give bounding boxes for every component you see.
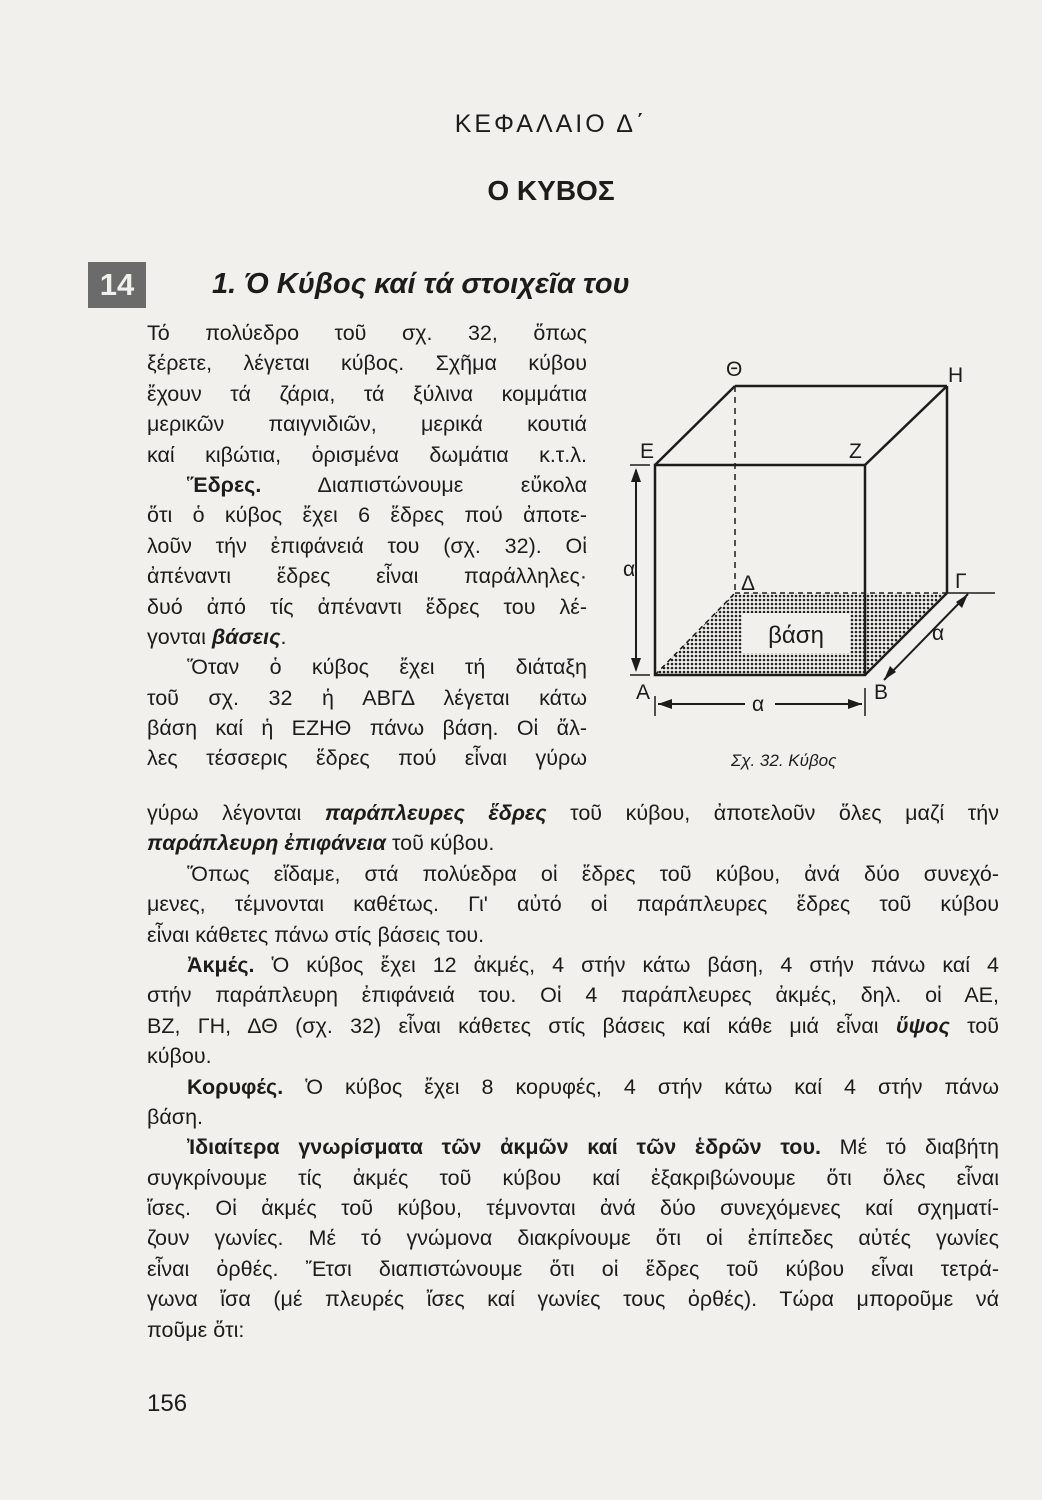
emphasis-text: παράπλευρες ἕδρες [324,801,547,825]
section-title: 1. Ό Κύβος καί τά στοιχεῖα του [212,268,630,300]
text-line [147,470,587,500]
base-label: βάση [768,622,824,649]
text-line [147,1132,999,1162]
text-line: βάση. [147,1104,203,1129]
text-line: ξέρετε, λέγεται κύβος. Σχῆμα κύβου [147,351,587,376]
text-line: ὅτι ὁ κύβος ἔχει 6 ἕδρες πού ἀποτε- [147,503,587,528]
vertex-label-TH: Θ [726,358,743,381]
edge-label-left: α [623,558,636,581]
text-line: εἶναι ὀρθές. Ἔτσι διαπιστώνουμε ὅτι οἱ ἕδρες τοῦ κύβου εἶναι τετρά- [147,1256,999,1281]
text-line: συγκρίνουμε τίς ἀκμές τοῦ κύβου καί ἐξακριβώνουμε ὅτι ὅλες εἶναι [147,1165,999,1190]
vertex-label-G: Γ [955,570,967,593]
text-full-width [147,798,999,1345]
edge-ZH [865,386,947,465]
text-line: στήν παράπλευρη ἐπιφάνειά του. Οἱ 4 παράπλευρες ἀκμές, δηλ. οἱ ΑΕ, [147,983,999,1008]
vertex-label-D: Δ [741,572,756,595]
section-number-badge: 14 [88,262,146,308]
text-line: τοῦ σχ. 32 ἡ ΑΒΓΔ λέγεται κάτω [147,685,587,710]
text-line: Ὅπως εἴδαμε, στά πολύεδρα οἱ ἕδρες τοῦ κύβου, ἀνά δύο συνεχό- [187,861,999,886]
text-line: μενες, τέμνονται καθέτως. Γι' αὐτό οἱ παράπλευρες ἕδρες τοῦ κύβου [147,892,999,917]
emphasis-text: βάσεις [211,624,281,649]
text-line: βάση καί ἡ ΕΖΗΘ πάνω βάση. Οἱ ἄλ- [147,716,587,741]
text-span: γύρω λέγονται [147,801,325,825]
text-span: γονται [147,624,212,649]
text-line: δυό ἀπό τίς ἀπέναντι ἕδρες του λέ- [147,594,587,619]
text-line: καί κιβώτια, ὁρισμένα δωμάτια κ.τ.λ. [147,442,587,467]
text-line: Ὅταν ὁ κύβος ἔχει τή διάταξη [187,655,587,680]
edge-EH-back [655,386,735,465]
figure-caption: Σχ. 32. Κύβος [731,751,837,770]
text-line: Τό πολύεδρο τοῦ σχ. 32, ὅπως [147,321,587,345]
text-line [147,798,999,828]
text-line: λες τέσσερις ἕδρες πού εἶναι γύρω [147,746,587,771]
text-line: γωνα ἴσα (μέ πλευρές ἴσες καί γωνίες τους ὀρθές). Τώρα μποροῦμε νά [147,1287,999,1312]
text-line: ζουν γωνίες. Μέ τό γνώμονα διακρίνουμε ὅτι οἱ ἐπίπεδες αὐτές γωνίες [147,1226,999,1251]
text-span: Ὁ κύβος ἔχει 8 κορυφές, 4 στήν κάτω καί 4 στήν πάνω [283,1074,999,1099]
text-span: Μέ τό διαβήτη [820,1135,999,1160]
page-number: 156 [147,1390,188,1417]
emphasis-text: Ἰδιαίτερα γνωρίσματα τῶν ἀκμῶν καί τῶν ἑδρῶν του. [187,1135,821,1160]
vertex-label-B: Β [874,681,889,704]
text-span: τοῦ κύβου, ἀποτελοῦν ὅλες μαζί τήν [546,801,999,825]
text-line [147,828,999,858]
chapter-heading: ΚΕΦΑΛΑΙΟ Δ΄ [454,110,648,138]
vertex-label-A: Α [636,681,651,704]
emphasis-text: Κορυφές. [187,1074,284,1099]
text-line: ἀπέναντι ἕδρες εἶναι παράλληλες· [147,564,587,589]
text-span: . [280,624,287,649]
text-line [147,622,587,652]
cube-figure [610,358,1010,788]
text-span: ΒΖ, ΓΗ, ΔΘ (σχ. 32) εἶναι κάθετες στίς βάσεις καί κάθε μιά εἶναι [147,1013,896,1038]
text-line: κύβου. [147,1044,212,1069]
emphasis-text: Ἕδρες. [187,472,262,497]
text-line: ποῦμε ὅτι: [147,1317,245,1342]
text-line [147,1011,999,1041]
vertex-label-E: Ε [640,440,655,463]
emphasis-text: παράπλευρη ἐπιφάνεια [147,831,386,856]
text-line: ἔχουν τά ζάρια, τά ξύλινα κομμάτια [147,381,587,406]
edge-label-right: α [932,622,945,645]
edge-label-bottom: α [752,693,765,716]
text-line: μερικῶν παιγνιδιῶν, μερικά κουτιά [147,412,587,437]
emphasis-text: Ἀκμές. [187,952,255,977]
text-line: ἴσες. Οἱ ἀκμές τοῦ κύβου, τέμνονται ἀνά δύο συνεχόμενες καί σχηματί- [147,1196,999,1221]
text-line: εἶναι κάθετες πάνω στίς βάσεις του. [147,922,485,947]
vertex-label-Z: Ζ [849,440,862,463]
text-column [147,318,587,774]
page-title: Ο ΚΥΒΟΣ [487,175,615,206]
emphasis-text: ὕψος [895,1013,950,1038]
text-span: Ὁ κύβος ἔχει 12 ἀκμές, 4 στήν κάτω βάση, 4 στήν πάνω καί 4 [254,952,999,977]
text-line [147,950,999,980]
vertex-label-H: Η [948,364,964,387]
text-line [147,1072,999,1102]
text-line: λοῦν τήν ἐπιφάνειά του (σχ. 32). Οἱ [147,533,587,558]
text-span: Διαπιστώνουμε εὔκολα [261,472,587,497]
text-span: τοῦ κύβου. [385,831,495,856]
text-span: τοῦ [949,1013,999,1038]
